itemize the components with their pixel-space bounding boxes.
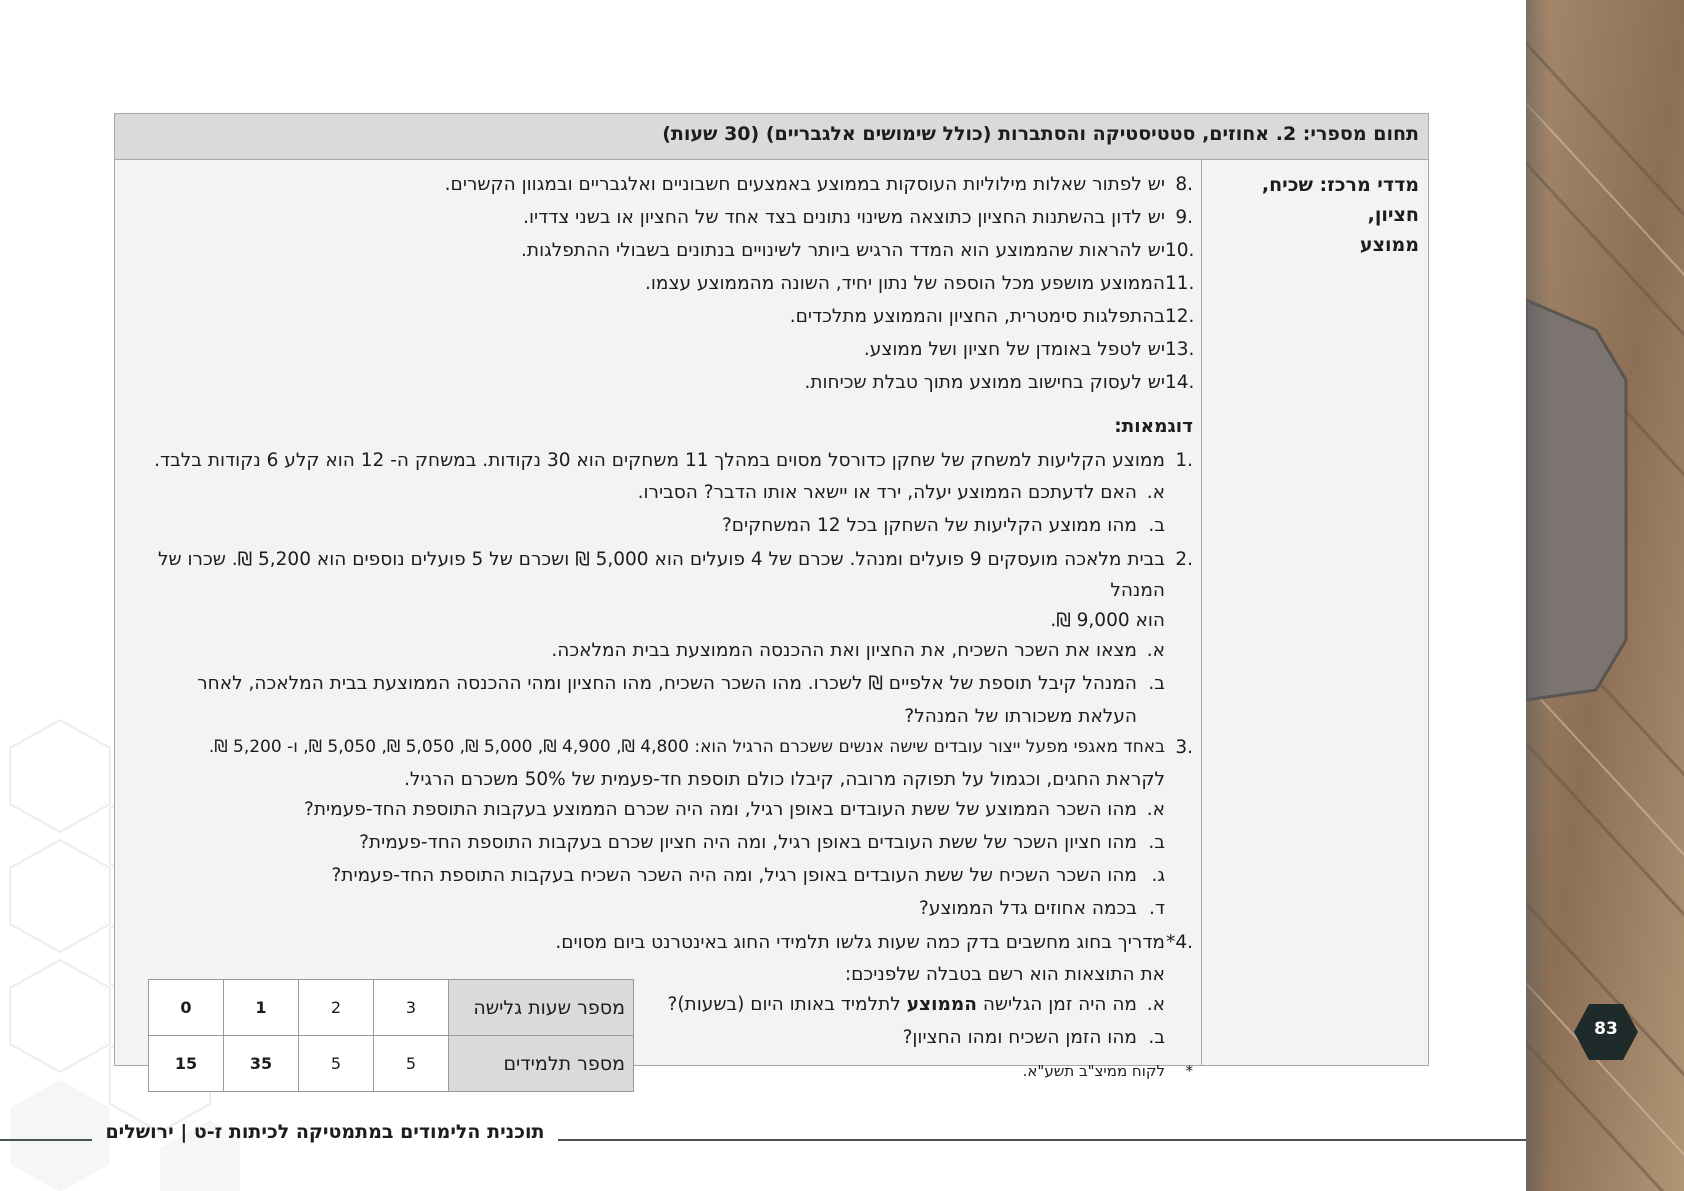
browsing-hours-table	[148, 979, 634, 1092]
table-cell: 1	[224, 980, 299, 1036]
example-question: 2. בבית מלאכה מועסקים 9 פועלים ומנהל. שכרם של 4 פועלים הוא 5,000 ₪ ושכרם של 5 פועלים נוספים הוא 5,200 ₪. שכרו של המנהל	[157, 549, 1193, 601]
example-subquestion: א. מה היה זמן הגלישה הממוצע לתלמיד באותו היום (בשעות)?	[667, 994, 1165, 1015]
row-header-hours: מספר שעות גלישה	[449, 980, 634, 1036]
objective-item: 8. יש לפתור שאלות מילוליות העוסקות בממוצע באמצעים חשבוניים ואלגבריים ובמגוון הקשרים.	[444, 174, 1193, 195]
examples-heading: דוגמאות:	[1114, 416, 1193, 437]
example-question-continued: הוא 9,000 ₪.	[1050, 610, 1165, 631]
table-cell: 2	[299, 980, 374, 1036]
example-1	[123, 445, 1193, 544]
topic-title-line-1: מדדי מרכז: שכיח, חציון,	[1261, 174, 1419, 226]
table-header	[115, 114, 1428, 160]
example-subquestion: א. מהו השכר הממוצע של ששת העובדים באופן רגיל, ומה היה שכרם הממוצע בעקבות התוספת החד-פעמית?	[304, 799, 1165, 820]
example-question: 1. ממוצע הקליעות למשחק של שחקן כדורסל מסוים במהלך 11 משחקים הוא 30 נקודות. במשחק ה- 12 הוא קלע 6 נקודות בלבד.	[154, 450, 1193, 471]
objective-item: 10. יש להראות שהממוצע הוא המדד הרגיש ביותר לשינויים בנתונים בשבולי ההתפלגות.	[521, 240, 1195, 261]
objective-item: 12. בהתפלגות סימטרית, החציון והממוצע מתלכדים.	[789, 306, 1195, 327]
example-subquestion: ד. בכמה אחוזים גדל הממוצע?	[919, 898, 1165, 919]
topic-column	[1201, 160, 1428, 1065]
objective-item: 11. הממוצע מושפע מכל הוספה של נתון יחיד, השונה מהממוצע עצמו.	[645, 273, 1195, 294]
example-subquestion: ב. מהו ממוצע הקליעות של השחקן בכל 12 המשחקים?	[721, 515, 1165, 536]
example-subquestion: ב. מהו הזמן השכיח ומהו החציון?	[902, 1027, 1165, 1048]
objective-item: 14. יש לעסוק בחישוב ממוצע מתוך טבלת שכיחות.	[804, 372, 1195, 393]
table-cell: 5	[299, 1036, 374, 1092]
table-row	[149, 1036, 634, 1092]
table-cell: 3	[374, 980, 449, 1036]
example-question: 3. באחד מאגפי מפעל ייצור עובדים שישה אנשים ששכרם הרגיל הוא: 4,800 ₪, 4,900 ₪, 5,000 ₪, 5,050 ₪, 5,050 ₪, ו- 5,200 ₪.	[208, 737, 1193, 758]
example-subquestion: א. מצאו את השכר השכיח, את החציון ואת ההכנסה הממוצעת בבית המלאכה.	[551, 640, 1165, 661]
example-question: *4. מדריך בחוג מחשבים בדק כמה שעות גלשו תלמידי החוג באינטרנט ביום מסוים.	[555, 932, 1193, 953]
objectives-list	[123, 169, 1193, 400]
example-question-continued: לקראת החגים, וכגמול על תפוקה מרובה, קיבלו כולם תוספת חד-פעמית של 50% משכרם הרגיל.	[404, 769, 1165, 790]
footer-title: תוכנית הלימודים במתמטיקה לכיתות ז-ט | ירושלים	[105, 1121, 545, 1143]
example-subquestion-continued: העלאת משכורתו של המנהל?	[904, 706, 1137, 727]
table-cell: 5	[374, 1036, 449, 1092]
emphasis-word: הממוצע	[906, 994, 977, 1015]
footer-rule-left	[0, 1139, 92, 1141]
footnote: * לקוח ממיצ"ב תשע"א.	[1022, 1062, 1193, 1080]
footer-rule-right	[558, 1139, 1526, 1141]
objective-item: 13. יש לטפל באומדן של חציון ושל ממוצע.	[863, 339, 1195, 360]
example-subquestion: ב. המנהל קיבל תוספת של אלפיים ₪ לשכרו. מהו השכר השכיח, מהו החציון ומהי ההכנסה הממוצעת בבית המלאכה, לאחר	[197, 673, 1165, 694]
table-cell: 0	[149, 980, 224, 1036]
topic-content	[115, 160, 1201, 1080]
row-header-students: מספר תלמידים	[449, 1036, 634, 1092]
example-question-continued: את התוצאות הוא רשם בטבלה שלפניכם:	[844, 964, 1165, 985]
example-3	[123, 732, 1193, 927]
example-subquestion: א. האם לדעתכם הממוצע יעלה, ירד או יישאר אותו הדבר? הסבירו.	[637, 482, 1165, 503]
curriculum-table	[114, 113, 1429, 1080]
domain-title: תחום מספרי: 2. אחוזים, סטטיסטיקה והסתברות (כולל שימושים אלגבריים) (30 שעות)	[662, 123, 1419, 145]
table-row	[149, 980, 634, 1036]
example-subquestion: ג. מהו השכר השכיח של ששת העובדים באופן רגיל, ומה היה השכר השכיח בעקבות התוספת החד-פעמית?	[331, 865, 1165, 886]
example-subquestion: ב. מהו חציון השכר של ששת העובדים באופן רגיל, ומה היה חציון שכרם בעקבות התוספת החד-פעמית?	[359, 832, 1165, 853]
objective-item: 9. יש לדון בהשתנות החציון כתוצאה משינוי נתונים בצד אחד של החציון או בשני צדדיו.	[523, 207, 1193, 228]
table-cell: 15	[149, 1036, 224, 1092]
example-2	[123, 544, 1193, 732]
table-cell: 35	[224, 1036, 299, 1092]
topic-title-line-2: ממוצע	[1359, 234, 1419, 256]
page-number: 83	[1594, 1019, 1618, 1039]
